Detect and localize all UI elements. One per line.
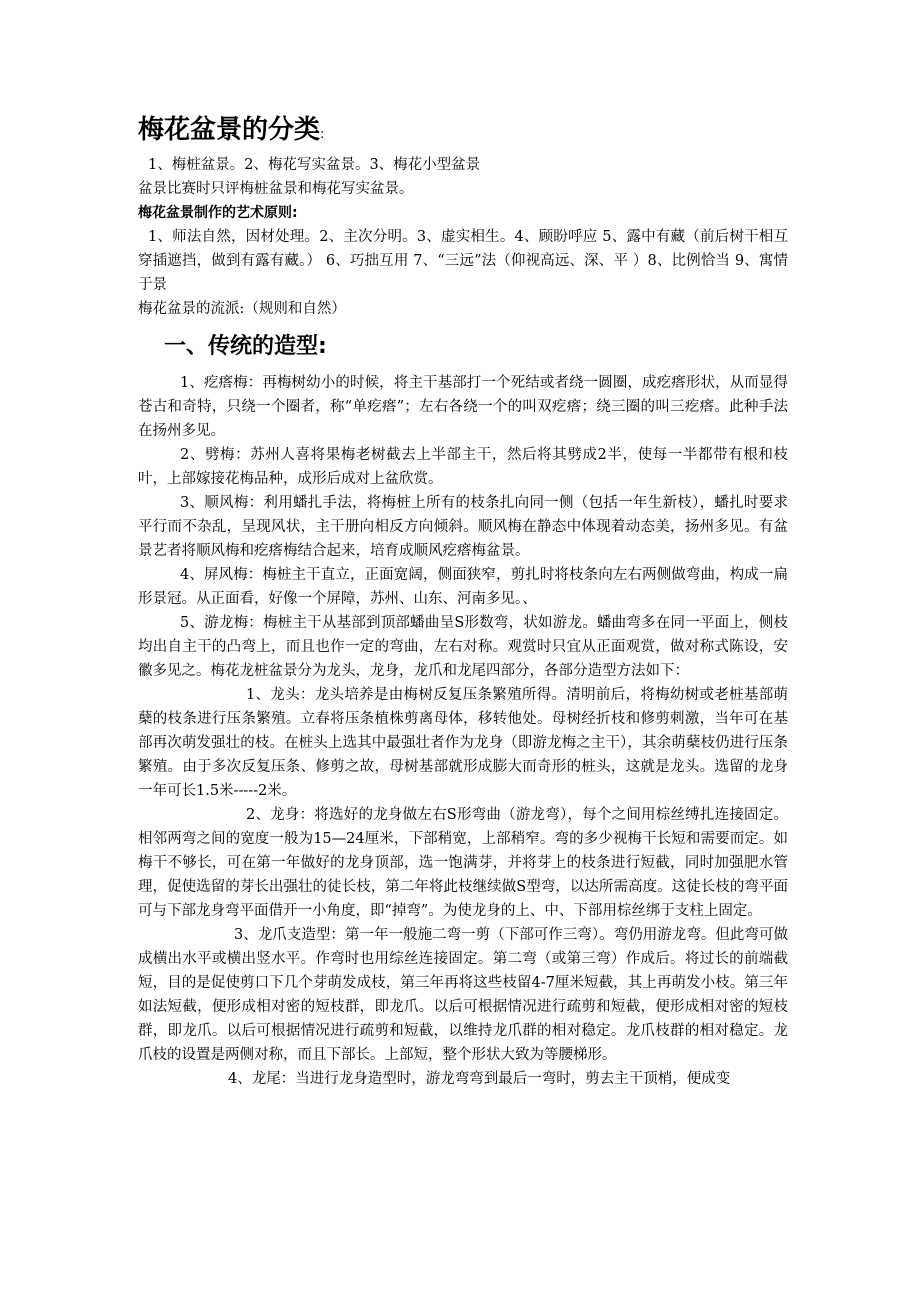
title-text: 梅花盆景的分类 — [138, 115, 321, 145]
paragraph-4: 4、屏风梅：梅桩主干直立，正面宽阔，侧面狭窄，剪扎时将枝条向左右两侧做弯曲，构成一扁形景冠。从正面看，好像一个屏障，苏州、山东、河南多见。、 — [138, 567, 788, 607]
page-title — [138, 112, 788, 153]
schools-line: 梅花盆景的流派:（规则和自然） — [138, 301, 346, 317]
intro-line-2: 盆景比赛时只评梅桩盆景和梅花写实盆景。 — [138, 181, 414, 197]
section-heading: 一、传统的造型: — [164, 334, 327, 359]
paragraph-3: 3、顺风梅：利用蟠扎手法，将梅桩上所有的枝条扎向同一侧（包括一年生新枝），蟠扎时要求平行而不杂乱，呈现风状，主干册向相反方向倾斜。顺风梅在静态中体现着动态美，扬州多见。有盆景艺者将顺风梅和疙瘩梅结合起来，培育成顺风疙瘩梅盆景。 — [138, 495, 788, 559]
sub-paragraph-3: 3、龙爪支造型：第一年一般施二弯一剪（下部可作三弯）。弯仍用游龙弯。但此弯可做成横出水平或横出竖水平。作弯时也用综丝连接固定。第二弯（或第三弯）作成后。将过长的前端截短，目的是促使剪口下几个芽萌发成枝，第三年再将这些枝留4-7厘米短截，其上再萌发小枝。第三年如法短截，便形成相对密的短枝群，即龙爪。以后可根据情况进行疏剪和短截，便形成相对密的短枝群，即龙爪。以后可根据情况进行疏剪和短截，以维持龙爪群的相对稳定。龙爪枝群的相对稳定。龙爪枝的设置是两侧对称，而且下部长。上部短，整个形状大致为等腰梯形。 — [138, 927, 788, 1063]
principles-heading: 梅花盆景制作的艺术原则: — [138, 205, 298, 221]
intro-line-1: 1、梅桩盆景。2、梅花写实盆景。3、梅花小型盆景 — [148, 157, 481, 173]
paragraph-5: 5、游龙梅：梅桩主干从基部到顶部蟠曲呈S形数弯，状如游龙。蟠曲弯多在同一平面上，侧枝均出自主干的凸弯上，而且也作一定的弯曲，左右对称。观赏时只宜从正面观赏，做对称式陈设，安徽多见之。梅花龙桩盆景分为龙头，龙身，龙爪和龙尾四部分，各部分造型方法如下： — [138, 615, 788, 679]
sub-paragraph-1: 1、龙头：龙头培养是由梅树反复压条繁殖所得。清明前后，将梅幼树或老桩基部萌蘖的枝条进行压条繁殖。立春将压条植株剪离母体，移转他处。母树经折枝和修剪刺激，当年可在基部再次萌发强壮的枝。在桩头上选其中最强壮者作为龙身（即游龙梅之主干），其余萌蘖枝仍进行压条繁殖。由于多次反复压条、修剪之故，母树基部就形成膨大而奇形的桩头，这就是龙头。选留的龙身一年可长1.5米-----2米。 — [138, 687, 788, 799]
title-colon: : — [320, 127, 325, 142]
principles-text: 1、师法自然，因材处理。2、主次分明。3、虚实相生。4、顾盼呼应 5、露中有藏（前后树干相互穿插遮挡，做到有露有藏。） 6、巧拙互用 7、“三远”法（仰视高远、深、平 ）8、比例恰当 9、寓情于景 — [138, 229, 788, 293]
paragraph-1: 1、疙瘩梅：再梅树幼小的时候，将主干基部打一个死结或者绕一圆圈，成疙瘩形状，从而显得苍古和奇特，只绕一个圈者，称“单疙瘩”；左右各绕一个的叫双疙瘩；绕三圈的叫三疙瘩。此种手法在扬州多见。 — [138, 375, 788, 439]
paragraph-2: 2、劈梅：苏州人喜将果梅老树截去上半部主干，然后将其劈成2半，使每一半都带有根和枝叶，上部嫁接花梅品种，成形后成对上盆欣赏。 — [138, 447, 788, 487]
sub-paragraph-4: 4、龙尾：当进行龙身造型时，游龙弯弯到最后一弯时，剪去主干顶梢，便成变 — [228, 1071, 731, 1087]
sub-paragraph-2: 2、龙身：将选好的龙身做左右S形弯曲（游龙弯），每个之间用棕丝缚扎连接固定。相邻两弯之间的宽度一般为15—24厘米，下部稍宽，上部稍窄。弯的多少视梅干长短和需要而定。如梅干不够长，可在第一年做好的龙身顶部，选一饱满芽，并将芽上的枝条进行短截，同时加强肥水管理，促使选留的芽长出强壮的徒长枝，第二年将此枝继续做S型弯，以达所需高度。这徒长枝的弯平面可与下部龙身弯平面借开一小角度，即“掉弯”。为使龙身的上、中、下部用棕丝绑于支柱上固定。 — [138, 807, 788, 919]
document-page — [138, 112, 788, 1091]
